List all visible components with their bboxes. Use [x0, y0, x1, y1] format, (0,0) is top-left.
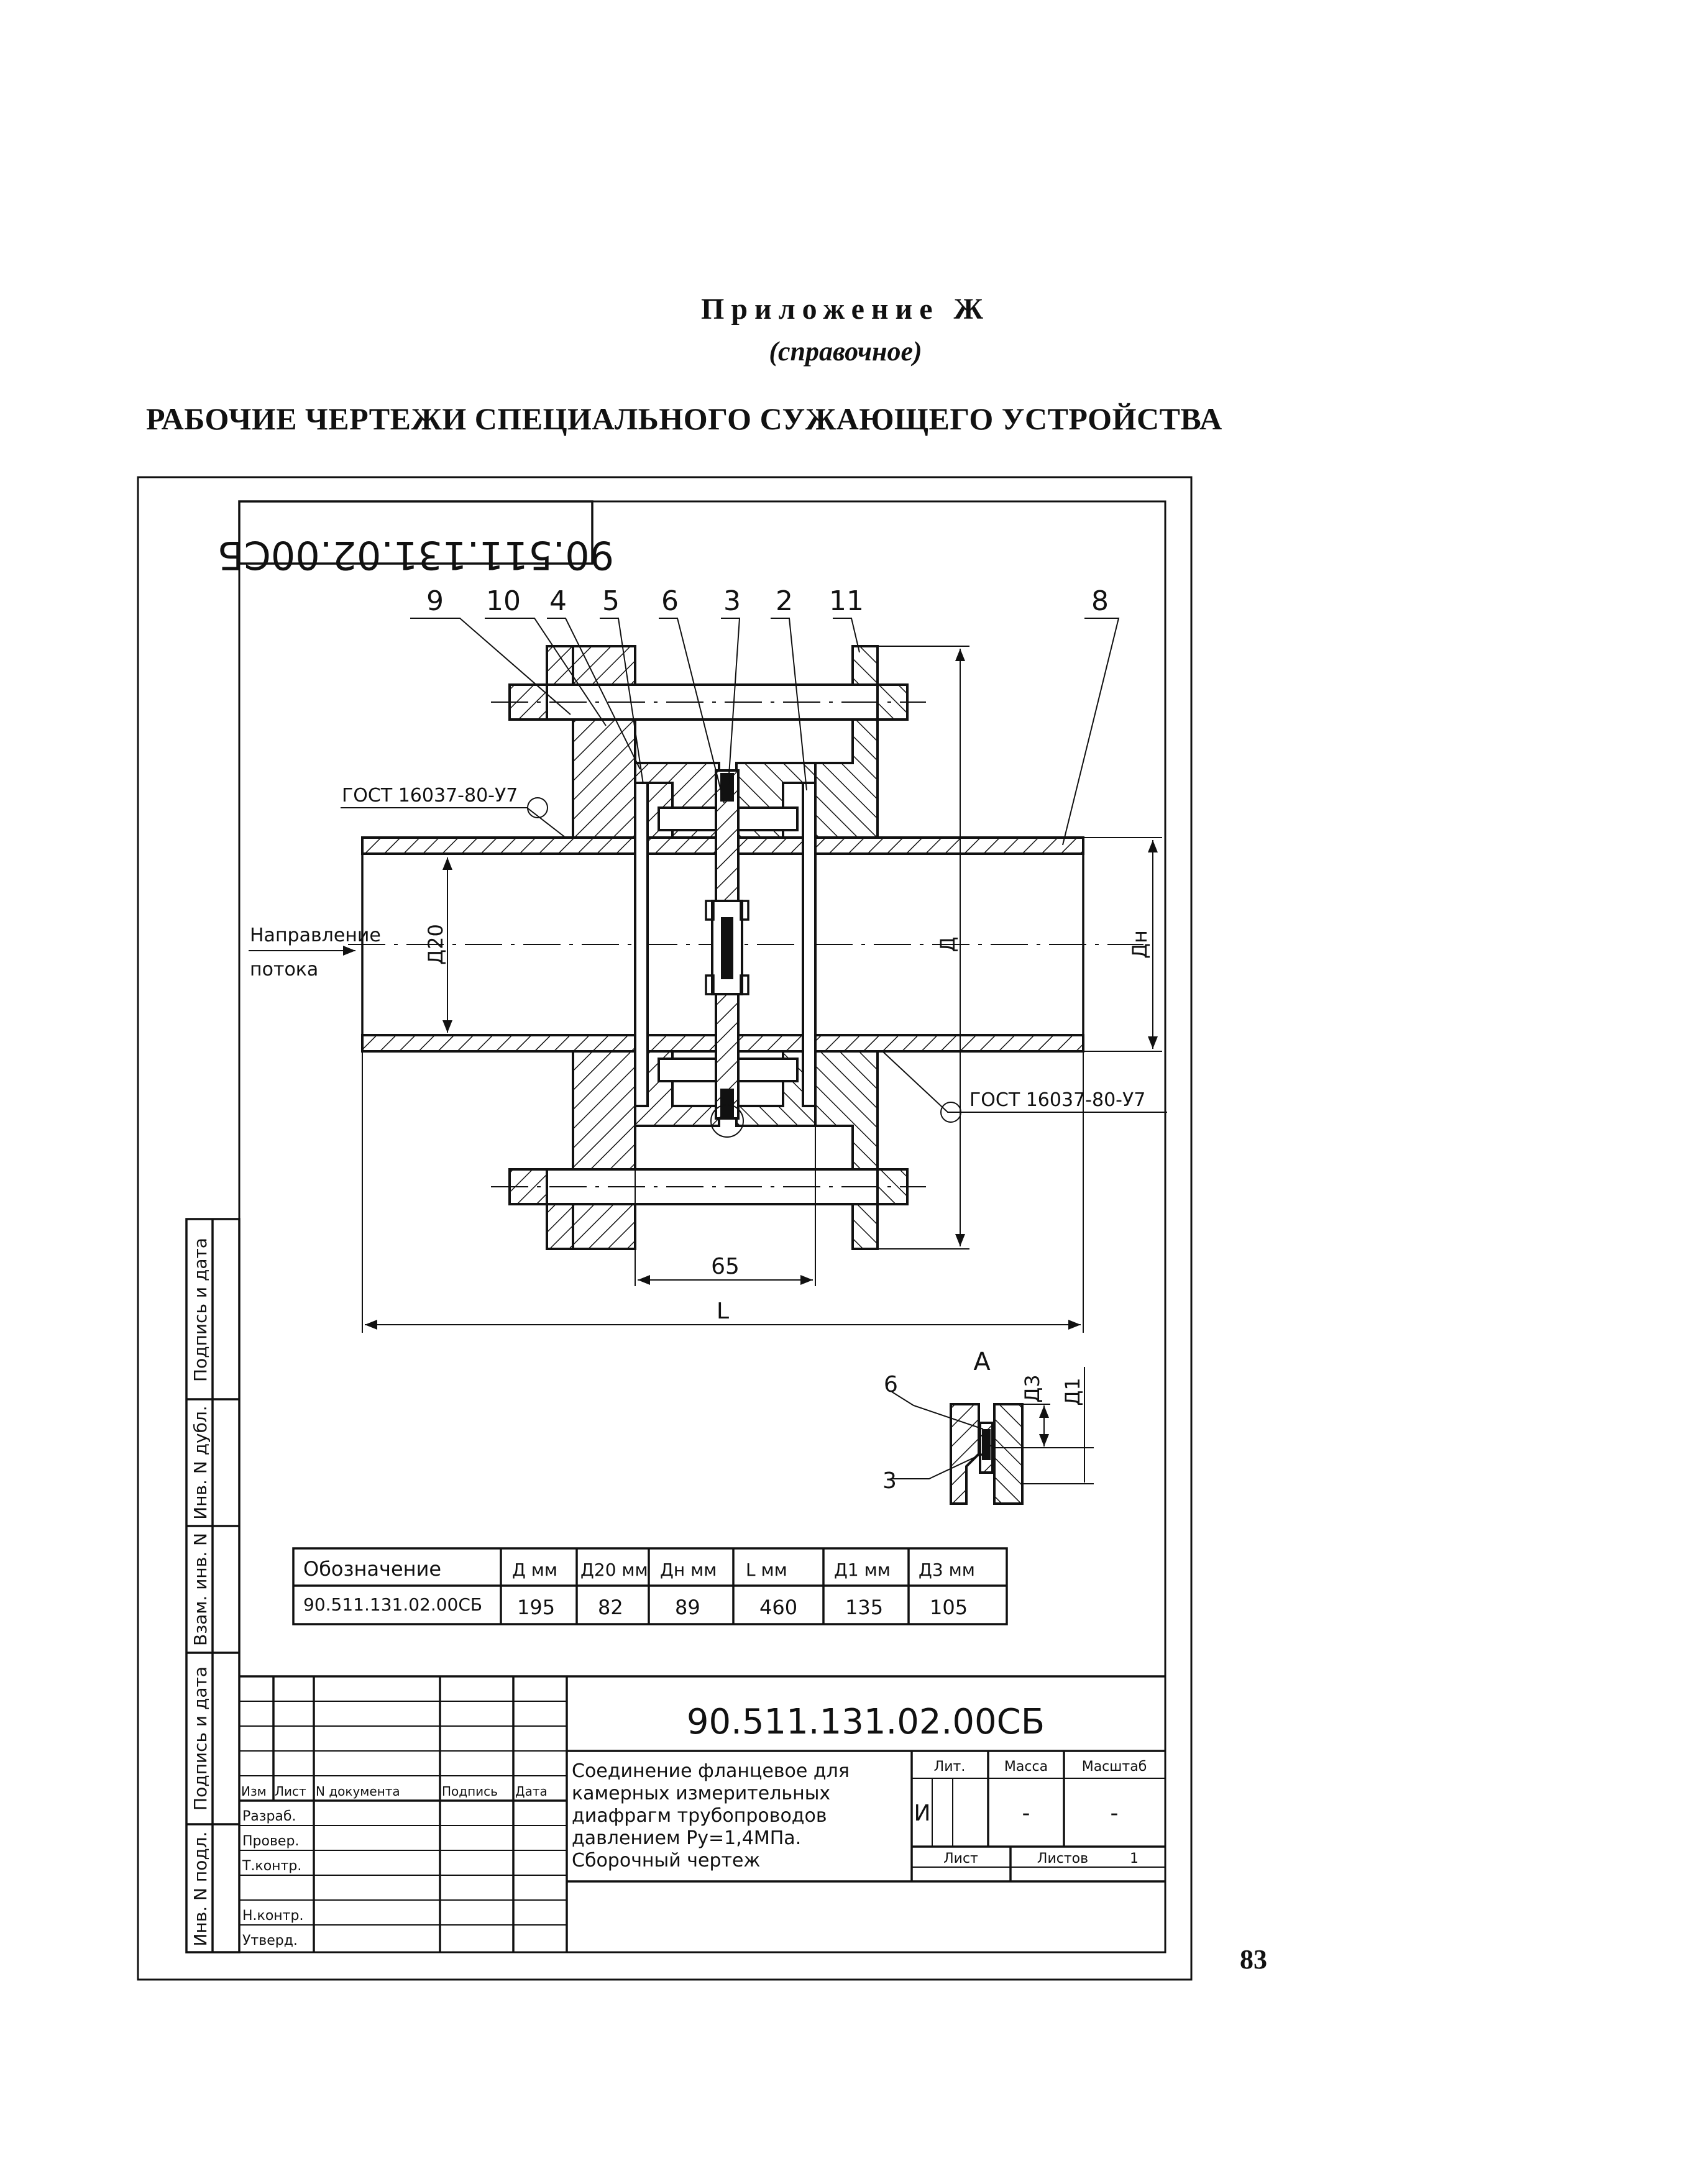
part-num-5: 5	[602, 585, 620, 617]
stamp-sign-date-1: Подпись и дата	[190, 1238, 211, 1382]
dim-d: Д	[936, 936, 960, 953]
mirrored-code: 90.511.131.02.00СБ	[217, 532, 615, 578]
gost-top-leader	[341, 808, 566, 838]
th-dn: Дн мм	[660, 1560, 717, 1580]
gasket-bottom	[720, 1089, 734, 1117]
stamp-dup-inv: Инв. N дубл.	[190, 1405, 211, 1520]
role-tcontrol: Т.контр.	[242, 1858, 302, 1874]
title-code: 90.511.131.02.00СБ	[686, 1702, 1045, 1742]
th-l: L мм	[746, 1560, 787, 1580]
dim-65: 65	[711, 1254, 740, 1279]
td-dn: 89	[675, 1596, 700, 1619]
role-checked: Провер.	[242, 1834, 300, 1849]
gost-top-circle	[528, 798, 548, 818]
part-num-3: 3	[723, 585, 741, 617]
appendix-note: (справочное)	[769, 336, 922, 367]
desc-line-3: диафрагм трубопроводов	[572, 1805, 827, 1827]
dim-l: L	[716, 1299, 730, 1324]
document-title: РАБОЧИЕ ЧЕРТЕЖИ СПЕЦИАЛЬНОГО СУЖАЮЩЕГО УСТРОЙСТВА	[146, 401, 1222, 436]
detail-gasket	[982, 1429, 991, 1460]
desc-line-5: Сборочный чертеж	[572, 1850, 761, 1871]
role-developer: Разраб.	[242, 1809, 296, 1824]
chamber-slot-tr	[738, 808, 797, 830]
part-num-4: 4	[549, 585, 567, 617]
sheets-value: 1	[1130, 1851, 1139, 1866]
stamp-orig-inv: Инв. N подл.	[190, 1831, 211, 1947]
page-number: 83	[1240, 1944, 1267, 1975]
desc-line-4: давлением Ру=1,4МПа.	[572, 1827, 802, 1849]
detail-right-body	[994, 1404, 1022, 1504]
td-d1: 135	[845, 1596, 884, 1619]
appendix-title: Приложение Ж	[701, 293, 990, 326]
col-date: Дата	[515, 1784, 548, 1799]
chamber-slot-tl	[659, 808, 718, 830]
role-approved: Утверд.	[242, 1933, 298, 1949]
stamp-sign-date-2: Подпись и дата	[190, 1666, 211, 1811]
desc-line-1: Соединение фланцевое для	[572, 1760, 850, 1782]
part-num-11: 11	[829, 585, 864, 617]
chamber-slot-br	[738, 1059, 797, 1081]
part-num-8: 8	[1091, 585, 1109, 617]
lit-label: Лит.	[933, 1759, 966, 1775]
col-sign: Подпись	[442, 1784, 498, 1799]
detail-6: 6	[884, 1372, 898, 1397]
th-d1: Д1 мм	[834, 1560, 891, 1580]
dim-dn: Дн	[1128, 930, 1152, 959]
part-num-2: 2	[776, 585, 793, 617]
dim-d20: Д20	[424, 924, 447, 965]
detail-3: 3	[882, 1468, 897, 1494]
td-d20: 82	[598, 1596, 623, 1619]
td-designation: 90.511.131.02.00СБ	[303, 1594, 483, 1615]
sheet-label: Лист	[943, 1851, 978, 1866]
chamber-slot-bl	[659, 1059, 718, 1081]
orifice-edge	[721, 917, 733, 979]
gost-top-text: ГОСТ 16037-80-У7	[342, 785, 518, 806]
th-d: Д мм	[512, 1560, 558, 1580]
td-d: 195	[517, 1596, 556, 1619]
desc-line-2: камерных измерительных	[572, 1783, 831, 1804]
role-ncontrol: Н.контр.	[242, 1908, 304, 1924]
th-d20: Д20 мм	[580, 1560, 648, 1580]
flow-label-2: потока	[250, 959, 319, 980]
th-d3: Д3 мм	[919, 1560, 975, 1580]
col-list: Лист	[275, 1784, 306, 1799]
sleeve-right	[803, 783, 815, 1106]
mass-label: Масса	[1004, 1759, 1048, 1775]
detail-d3: Д3	[1020, 1374, 1044, 1403]
mass-value: -	[1022, 1801, 1030, 1826]
part-num-9: 9	[426, 585, 444, 617]
detail-a-label: А	[973, 1348, 991, 1376]
stamp-replaced-inv: Взам. инв. N	[190, 1533, 211, 1646]
sleeve-left	[635, 783, 648, 1106]
part-num-10: 10	[486, 585, 521, 617]
gost-bottom-text: ГОСТ 16037-80-У7	[969, 1089, 1146, 1111]
scale-label: Масштаб	[1081, 1759, 1147, 1775]
col-doc: N документа	[316, 1784, 400, 1799]
td-d3: 105	[930, 1596, 968, 1619]
detail-d1: Д1	[1061, 1378, 1084, 1406]
part-num-6: 6	[661, 585, 679, 617]
td-l: 460	[759, 1596, 798, 1619]
scale-value: -	[1110, 1801, 1119, 1826]
col-izm: Изм	[241, 1784, 267, 1799]
sheets-label: Листов	[1037, 1851, 1089, 1866]
lit-value: И	[914, 1801, 931, 1826]
th-designation: Обозначение	[303, 1557, 442, 1581]
flow-label-1: Направление	[250, 925, 381, 946]
